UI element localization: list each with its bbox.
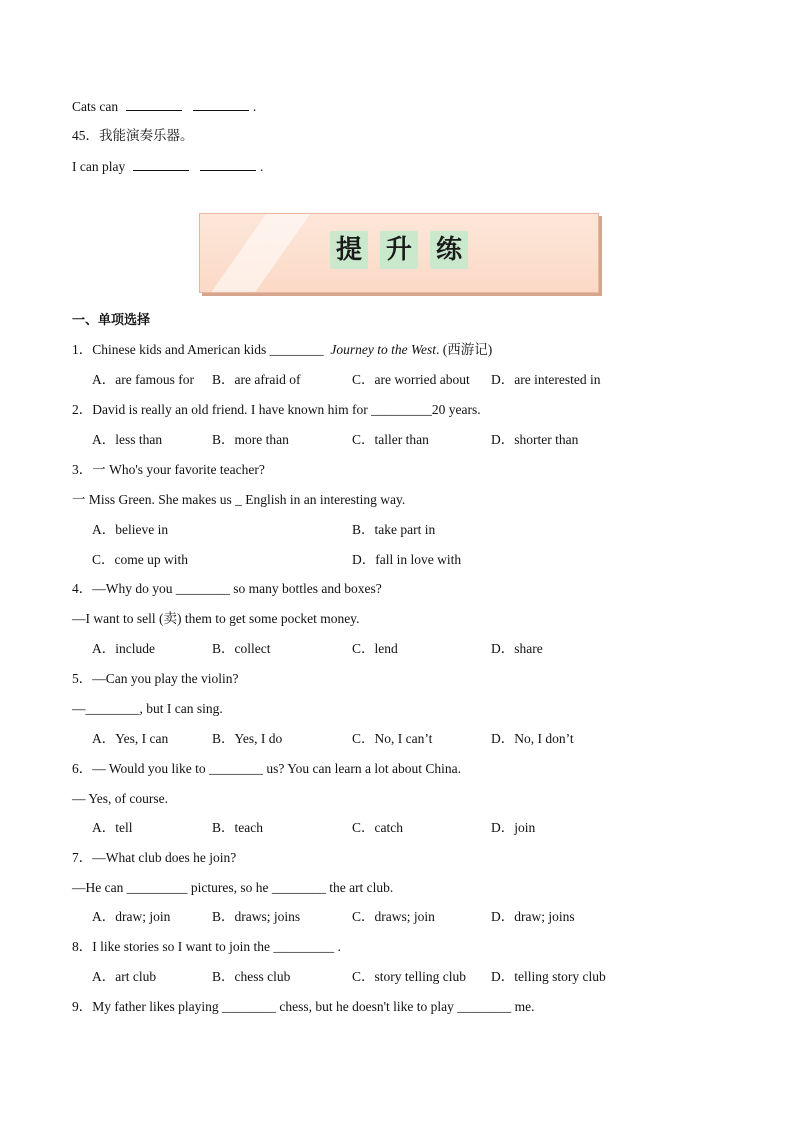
question-3-stem xyxy=(72,461,265,479)
option-a[interactable]: A．tell xyxy=(92,820,133,835)
option-c[interactable]: C．taller than xyxy=(352,432,429,447)
option-b[interactable]: B．take part in xyxy=(352,522,436,537)
option-b[interactable]: B．more than xyxy=(212,432,289,447)
option-b[interactable]: B．draws; joins xyxy=(212,909,301,924)
answer-blank[interactable] xyxy=(133,157,189,171)
option-b[interactable]: B．collect xyxy=(212,641,271,656)
question-7-stem xyxy=(72,849,236,867)
play-line: I can play . xyxy=(72,159,264,174)
option-a[interactable]: A．include xyxy=(92,641,155,656)
option-d[interactable]: D．No, I don’t xyxy=(491,731,574,746)
option-a[interactable]: A．Yes, I can xyxy=(92,731,169,746)
option-d[interactable]: D．are interested in xyxy=(491,372,601,387)
question-number: 7． xyxy=(72,850,93,865)
option-c[interactable]: C．story telling club xyxy=(352,969,466,984)
option-c[interactable]: C．lend xyxy=(352,641,398,656)
question-number: 8． xyxy=(72,939,93,954)
option-c[interactable]: C．come up with xyxy=(92,552,188,567)
question-number: 5． xyxy=(72,671,93,686)
answer-blank[interactable] xyxy=(193,97,249,111)
option-d[interactable]: D．telling story club xyxy=(491,969,606,984)
section-banner xyxy=(199,213,599,293)
option-d[interactable]: D．join xyxy=(491,820,536,835)
question-text: Chinese kids and American kids ________ xyxy=(92,342,324,357)
question-6-stem-2: — Yes, of course. xyxy=(72,791,168,806)
question-text: My father likes playing ________ chess, but he doesn't like to play ________ me. xyxy=(92,999,535,1014)
option-c[interactable]: C．are worried about xyxy=(352,372,470,387)
option-a[interactable]: A．draw; join xyxy=(92,909,171,924)
book-title: Journey to the West xyxy=(330,342,436,357)
question-1-stem xyxy=(72,341,492,359)
question-text: —What club does he join? xyxy=(92,850,237,865)
cats-line: Cats can . xyxy=(72,99,257,114)
option-d[interactable]: D．fall in love with xyxy=(352,552,462,567)
question-number: 1． xyxy=(72,342,93,357)
option-d[interactable]: D．shorter than xyxy=(491,432,579,447)
question-text: . (西游记) xyxy=(435,342,493,357)
question-4-stem-2: —I want to sell (卖) them to get some pocket money. xyxy=(72,611,360,626)
question-text: —Can you play the violin? xyxy=(92,671,239,686)
question-text: —Why do you ________ so many bottles and boxes? xyxy=(92,581,382,596)
question-2-stem xyxy=(72,401,481,419)
cats-prefix: Cats can xyxy=(72,99,119,114)
question-text: — Would you like to ________ us? You can learn a lot about China. xyxy=(92,761,462,776)
option-c[interactable]: C．catch xyxy=(352,820,403,835)
question-number: 6． xyxy=(72,761,93,776)
banner-char: 练 xyxy=(430,231,468,269)
banner-char: 升 xyxy=(380,231,418,269)
question-number: 4． xyxy=(72,581,93,596)
question-text: I like stories so I want to join the _________ . xyxy=(92,939,341,954)
section-title: 一、单项选择 xyxy=(72,313,151,328)
question-5-stem xyxy=(72,670,238,688)
option-b[interactable]: B．Yes, I do xyxy=(212,731,283,746)
play-prefix: I can play xyxy=(72,159,126,174)
option-c[interactable]: C．No, I can’t xyxy=(352,731,433,746)
answer-blank[interactable] xyxy=(126,97,182,111)
option-a[interactable]: A．art club xyxy=(92,969,157,984)
banner-title xyxy=(200,231,598,269)
option-b[interactable]: B．teach xyxy=(212,820,263,835)
option-d[interactable]: D．share xyxy=(491,641,543,656)
option-a[interactable]: A．less than xyxy=(92,432,163,447)
question-number: 3． xyxy=(72,462,93,477)
q45-line: 45．我能演奏乐器。 xyxy=(72,128,194,143)
question-5-stem-2: —________, but I can sing. xyxy=(72,701,223,716)
question-6-stem xyxy=(72,760,461,778)
option-d[interactable]: D．draw; joins xyxy=(491,909,575,924)
question-number: 2． xyxy=(72,402,93,417)
answer-blank[interactable] xyxy=(200,157,256,171)
banner-char: 提 xyxy=(330,231,368,269)
question-9-stem xyxy=(72,998,535,1016)
question-4-stem xyxy=(72,580,382,598)
option-b[interactable]: B．are afraid of xyxy=(212,372,301,387)
option-c[interactable]: C．draws; join xyxy=(352,909,435,924)
question-8-stem xyxy=(72,938,341,956)
question-7-stem-2: —He can _________ pictures, so he ________ the art club. xyxy=(72,880,394,895)
question-text: David is really an old friend. I have known him for _________20 years. xyxy=(92,402,481,417)
option-b[interactable]: B．chess club xyxy=(212,969,291,984)
question-text: 一 Who's your favorite teacher? xyxy=(92,462,265,477)
option-a[interactable]: A．believe in xyxy=(92,522,169,537)
question-3-stem-2: 一 Miss Green. She makes us _ English in an interesting way. xyxy=(72,492,406,507)
question-number: 9． xyxy=(72,999,93,1014)
option-a[interactable]: A．are famous for xyxy=(92,372,194,387)
